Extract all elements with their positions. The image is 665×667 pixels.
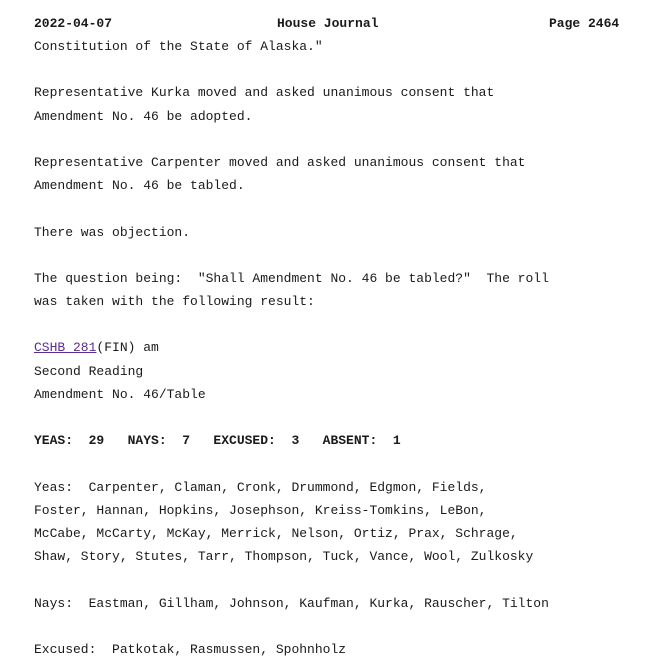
paragraph-line: The question being: "Shall Amendment No. 46 be tabled?" The roll bbox=[34, 270, 549, 286]
spacer bbox=[34, 247, 654, 270]
bill-amendment: Amendment No. 46/Table bbox=[34, 386, 206, 402]
spacer bbox=[34, 409, 654, 432]
paragraph-line: Constitution of the State of Alaska." bbox=[34, 39, 323, 54]
paragraph-line: was taken with the following result: bbox=[34, 294, 315, 310]
yeas-line: McCabe, McCarty, McKay, Merrick, Nelson, Ortiz, Prax, Schrage, bbox=[34, 525, 518, 541]
spacer bbox=[34, 61, 654, 84]
yeas-line: Shaw, Story, Stutes, Tarr, Thompson, Tuck, Vance, Wool, Zulkosky bbox=[34, 549, 534, 565]
spacer bbox=[34, 316, 654, 339]
yeas-line: Yeas: Carpenter, Claman, Cronk, Drummond, Edgmon, Fields, bbox=[34, 479, 487, 495]
spacer bbox=[34, 455, 654, 478]
paragraph-line: Representative Kurka moved and asked unanimous consent that bbox=[34, 85, 495, 101]
bill-link[interactable]: CSHB 281 bbox=[34, 340, 97, 356]
spacer bbox=[34, 571, 654, 594]
journal-body bbox=[34, 38, 654, 664]
spacer bbox=[34, 200, 654, 223]
header-page-number: Page 2464 bbox=[549, 16, 620, 31]
paragraph-line: Amendment No. 46 be tabled. bbox=[34, 178, 245, 194]
bill-line bbox=[34, 339, 654, 362]
spacer bbox=[34, 131, 654, 154]
paragraph-line: Amendment No. 46 be adopted. bbox=[34, 108, 253, 124]
paragraph-line: There was objection. bbox=[34, 224, 191, 240]
header-title: House Journal bbox=[277, 16, 379, 31]
bill-reading: Second Reading bbox=[34, 363, 144, 379]
nays-line: Nays: Eastman, Gillham, Johnson, Kaufman, Kurka, Rauscher, Tilton bbox=[34, 595, 549, 611]
bill-suffix: (FIN) am bbox=[96, 340, 159, 356]
vote-tally: YEAS: 29 NAYS: 7 EXCUSED: 3 ABSENT: 1 bbox=[34, 433, 401, 449]
yeas-line: Foster, Hannan, Hopkins, Josephson, Kreiss-Tomkins, LeBon, bbox=[34, 502, 487, 518]
paragraph-line: Representative Carpenter moved and asked unanimous consent that bbox=[34, 154, 526, 170]
spacer bbox=[34, 618, 654, 641]
excused-line: Excused: Patkotak, Rasmussen, Spohnholz bbox=[34, 641, 347, 657]
header-date: 2022-04-07 bbox=[34, 16, 113, 31]
